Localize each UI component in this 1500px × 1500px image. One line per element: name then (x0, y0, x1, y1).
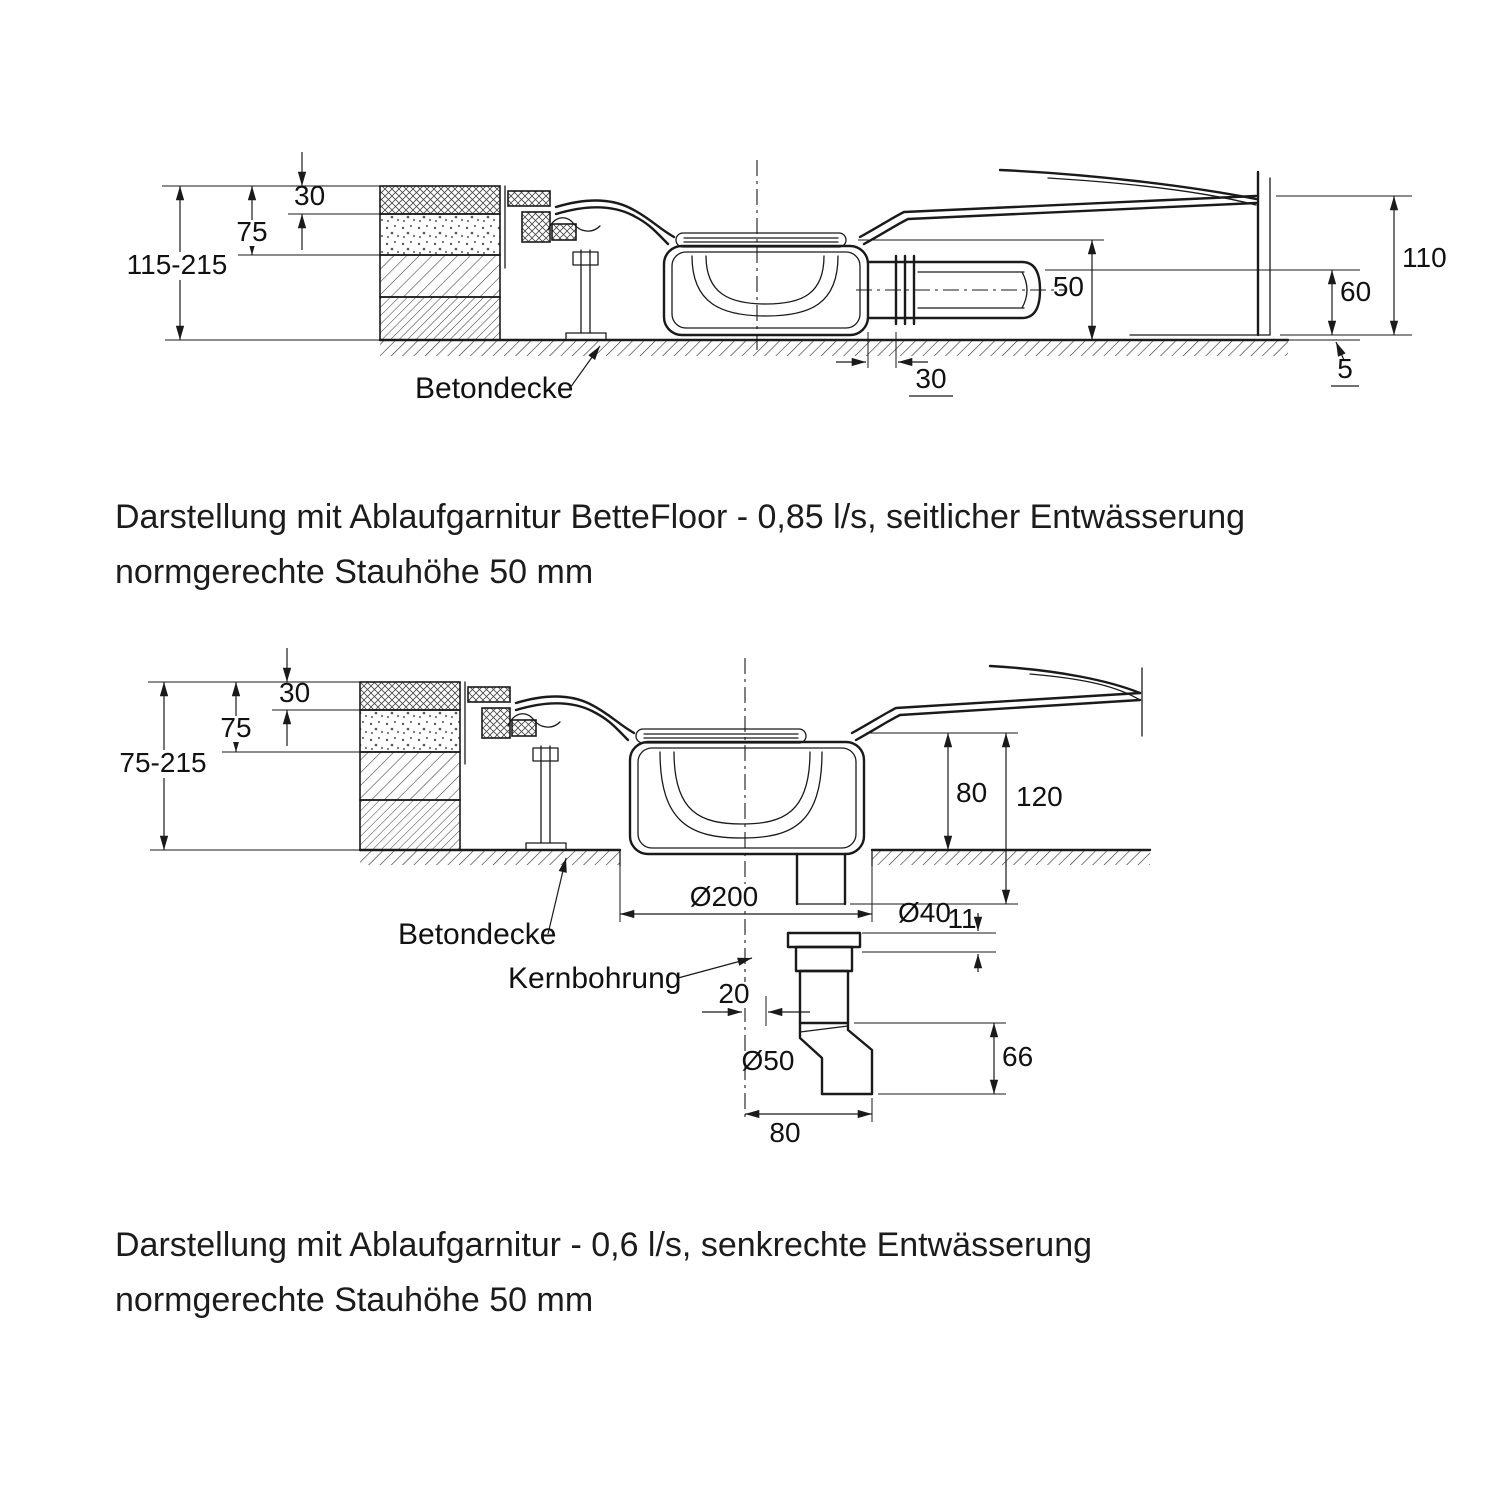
dim-socket-lip: 11 (947, 903, 977, 934)
waste-pipe (800, 971, 848, 1023)
tile-layer (360, 682, 460, 710)
dim-core-hole-dia: Ø200 (689, 881, 759, 912)
drain-housing (630, 742, 864, 854)
fig2-tray-rim-profile (465, 682, 566, 850)
slab-layer (380, 297, 500, 340)
screed-layer (380, 214, 500, 255)
dim-floor-buildup-range: 115-215 (126, 249, 228, 280)
figure1-caption-line2: normgerechte Stauhöhe 50 mm (115, 553, 594, 591)
fig2-floor-buildup-layers (360, 682, 460, 850)
fig2-dimensions (106, 648, 1063, 1148)
pipe-socket-flange (788, 933, 860, 947)
dim-drain-depth: 80 (956, 777, 988, 808)
figure1-caption-line1: Darstellung mit Ablaufgarnitur BetteFloor - 0,85 l/s, seitlicher Entwässerung (115, 498, 1246, 536)
fig1-floor-buildup-layers (380, 186, 500, 340)
betondecke-leader (548, 858, 566, 934)
dim-bottom-gap: 5 (1337, 353, 1353, 384)
betondecke-label-text: Betondecke (415, 372, 574, 405)
dim-horizontal-offset: 80 (769, 1117, 801, 1148)
dim-pipe-dia: Ø40 (898, 897, 951, 928)
dim-tile-buildup: 30 (294, 180, 326, 211)
kernbohrung-leader (678, 958, 752, 978)
fig2-tray-surface (516, 666, 1142, 740)
fig2-betondecke-label (398, 858, 566, 951)
pipe-socket-body (796, 947, 852, 971)
fig1-dimensions (118, 152, 1447, 396)
fig2-waste-set (788, 933, 872, 1094)
fig1-drain-assembly (664, 233, 1040, 335)
figure1-drawing (118, 152, 1447, 405)
fig2-drain-assembly (630, 729, 864, 904)
dim-outlet-dia: Ø50 (741, 1045, 795, 1076)
dim-tray-height: 110 (1402, 242, 1447, 273)
slab-layer (360, 800, 460, 850)
dim-screed: 75 (236, 216, 268, 247)
kernbohrung-label-text: Kernbohrung (508, 962, 682, 995)
insulation-layer (360, 752, 460, 800)
figure2-drawing (106, 648, 1150, 1148)
elbow-wall-right (848, 1023, 872, 1094)
insulation-layer (380, 255, 500, 297)
dim-stauhoehe: 50 (1052, 271, 1084, 302)
dim-pipe-stub: 30 (915, 363, 947, 394)
fig2-floor-slab (360, 850, 1150, 866)
dim-total-depth: 120 (1016, 781, 1063, 812)
elbow-wall-left (800, 1023, 822, 1094)
figure2-caption-line1: Darstellung mit Ablaufgarnitur - 0,6 l/s, senkrechte Entwässerung (115, 1226, 1093, 1264)
dim-floor-buildup-range: 75-215 (119, 747, 207, 778)
screed-layer (360, 710, 460, 752)
dim-elbow-height: 66 (1002, 1041, 1034, 1072)
dim-axis-offset: 20 (718, 978, 750, 1009)
figure2-caption-line2: normgerechte Stauhöhe 50 mm (115, 1281, 594, 1319)
dim-screed: 75 (220, 712, 252, 743)
fig1-tray-rim-profile (505, 186, 606, 340)
dim-tile-buildup: 30 (279, 677, 311, 708)
fig1-floor-slab (380, 340, 1288, 356)
tile-layer (380, 186, 500, 214)
betondecke-label-text: Betondecke (398, 918, 557, 951)
dim-outlet-height: 60 (1340, 276, 1372, 307)
